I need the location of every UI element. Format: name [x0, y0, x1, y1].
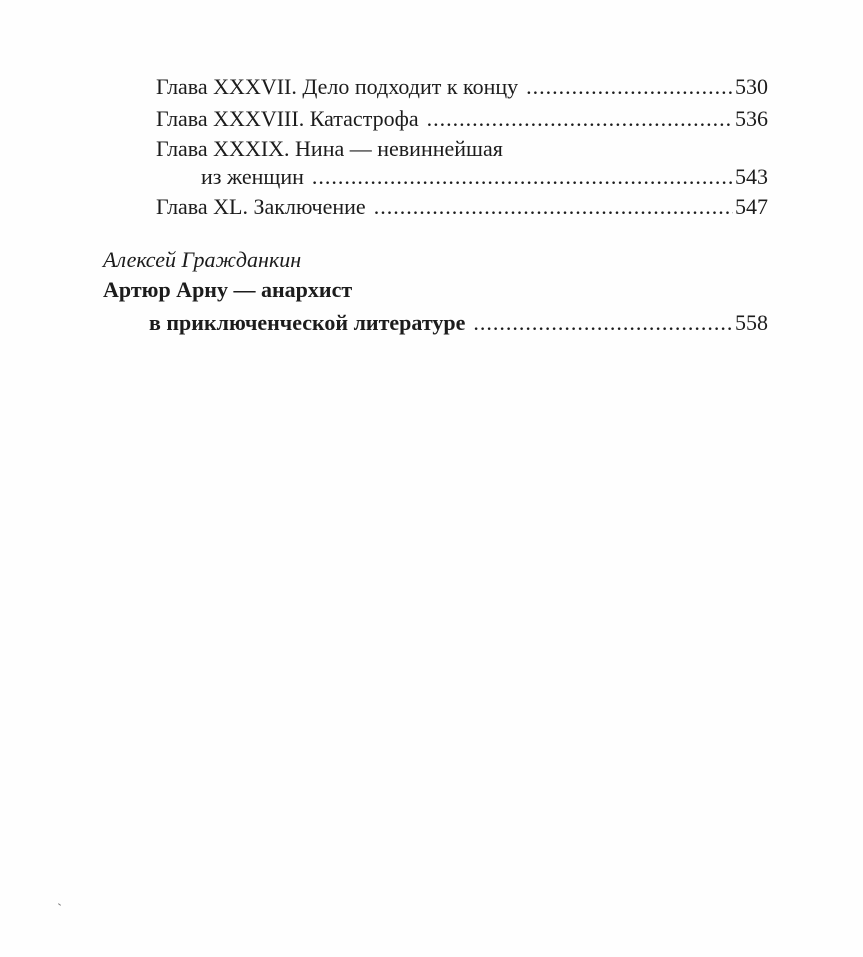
toc-entry-title: Глава XXXVIII. Катастрофа — [156, 106, 419, 131]
toc-entry-title: в приключенческой литературе — [149, 310, 466, 335]
toc-entry-title: Глава XL. Заключение — [156, 194, 366, 219]
toc-entry-chapter-40 — [156, 193, 768, 221]
toc-entry-title: из женщин — [201, 164, 304, 189]
afterword-author: Алексей Гражданкин — [103, 247, 302, 272]
leader-dots — [374, 193, 733, 221]
leader-dots — [427, 105, 733, 133]
toc-entry-afterword — [149, 309, 768, 337]
toc-entry-page: 536 — [735, 106, 768, 131]
leader-dots — [473, 309, 733, 337]
toc-entry-page: 530 — [735, 74, 768, 99]
toc-entry-chapter-39-line1: Глава XXXIX. Нина — невиннейшая — [156, 136, 503, 161]
toc-entry-chapter-39 — [201, 163, 768, 191]
toc-entry-page: 558 — [735, 310, 768, 335]
toc-entry-title: Глава XXXVII. Дело подходит к концу — [156, 74, 519, 99]
toc-entry-chapter-37 — [156, 73, 768, 101]
leader-dots — [526, 73, 733, 101]
toc-entry-page: 547 — [735, 194, 768, 219]
toc-entry-chapter-38 — [156, 105, 768, 133]
leader-dots — [312, 163, 733, 191]
toc-entry-page: 543 — [735, 164, 768, 189]
paper-speck — [58, 903, 61, 906]
afterword-title-line1: Артюр Арну — анархист — [103, 277, 353, 302]
